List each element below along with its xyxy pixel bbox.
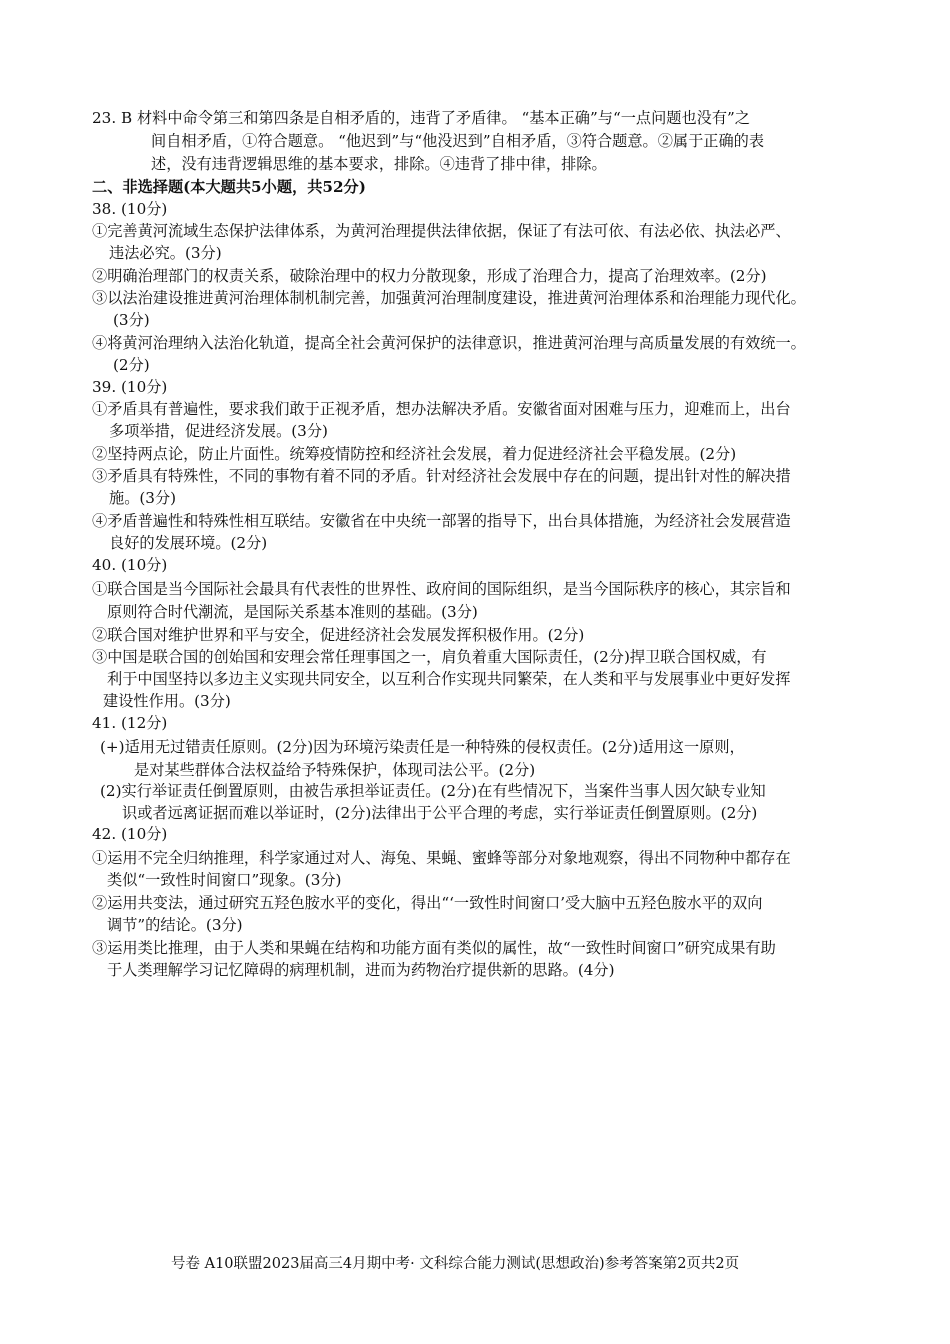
q39-line-4: ③矛盾具有特殊性，不同的事物有着不同的矛盾。针对经济社会发展中存在的问题，提出针对性的解决措 [92, 467, 791, 485]
q40-line-5: 利于中国坚持以多边主义实现共同安全，以互利合作实现共同繁荣，在人类和平与发展事业中更好发挥 [107, 670, 791, 688]
q38-line-1: ①完善黄河流域生态保护法律体系，为黄河治理提供法律依据，保证了有法可依、有法必依、执法必严、 [92, 222, 791, 240]
q38-line-7: (2分) [113, 356, 150, 374]
q41-header: 41. (12分) [92, 714, 168, 732]
section-2-title: 二、非选择题(本大题共5小题，共52分) [92, 178, 366, 196]
q38-line-5: (3分) [113, 311, 150, 329]
q42-header: 42. (10分) [92, 825, 168, 843]
q23-line-1: 23. B 材料中命令第三和第四条是自相矛盾的，违背了矛盾律。 “基本正确”与“一点问题也没有”之 [92, 109, 750, 127]
q42-line-3: ②运用共变法，通过研究五羟色胺水平的变化，得出“‘一致性时间窗口’受大脑中五羟色胺水平的双向 [92, 894, 763, 912]
q23-line-2: 间自相矛盾，①符合题意。 “他迟到”与“他没迟到”自相矛盾，③符合题意。②属于正确的表 [151, 132, 765, 150]
q40-line-1: ①联合国是当今国际社会最具有代表性的世界性、政府间的国际组织，是当今国际秩序的核心，其宗旨和 [92, 580, 791, 598]
q42-line-6: 于人类理解学习记忆障碍的病理机制，进而为药物治疗提供新的思路。(4分) [107, 961, 615, 979]
q41-line-4: 识或者远离证据而难以举证时，(2分)法律出于公平合理的考虑，实行举证责任倒置原则。(2分) [122, 804, 758, 822]
q42-line-5: ③运用类比推理，由于人类和果蝇在结构和功能方面有类似的属性，故“一致性时间窗口”研究成果有助 [92, 939, 776, 957]
page-footer: 号卷 A10联盟2023届高三4月期中考· 文科综合能力测试(思想政治)参考答案第2页共2页 [171, 1256, 740, 1272]
q42-line-2: 类似“一致性时间窗口”现象。(3分) [107, 871, 342, 889]
q38-header: 38. (10分) [92, 200, 168, 218]
q40-line-6: 建设性作用。(3分) [103, 692, 231, 710]
q38-line-4: ③以法治建设推进黄河治理体制机制完善，加强黄河治理制度建设，推进黄河治理体系和治理能力现代化。 [92, 289, 806, 307]
q39-line-3: ②坚持两点论，防止片面性。统筹疫情防控和经济社会发展，着力促进经济社会平稳发展。(2分) [92, 445, 737, 463]
q40-line-4: ③中国是联合国的创始国和安理会常任理事国之一，肩负着重大国际责任，(2分)捍卫联合国权威，有 [92, 648, 767, 666]
q38-line-2: 违法必究。(3分) [109, 244, 222, 262]
q39-line-2: 多项举措，促进经济发展。(3分) [109, 422, 328, 440]
q38-line-3: ②明确治理部门的权责关系，破除治理中的权力分散现象，形成了治理合力，提高了治理效率。(2分) [92, 267, 767, 285]
q40-line-2: 原则符合时代潮流，是国际关系基本准则的基础。(3分) [107, 603, 478, 621]
q39-line-5: 施。(3分) [109, 489, 177, 507]
q42-line-4: 调节”的结论。(3分) [107, 916, 243, 934]
q41-line-1: (+)适用无过错责任原则。(2分)因为环境污染责任是一种特殊的侵权责任。(2分)适用这一原则， [100, 738, 745, 756]
q39-line-6: ④矛盾普遍性和特殊性相互联结。安徽省在中央统一部署的指导下，出台具体措施，为经济社会发展营造 [92, 512, 791, 530]
q23-line-3: 述，没有违背逻辑思维的基本要求，排除。④违背了排中律，排除。 [151, 155, 607, 173]
q39-line-1: ①矛盾具有普遍性，要求我们敢于正视矛盾，想办法解决矛盾。安徽省面对困难与压力，迎难而上，出台 [92, 400, 791, 418]
q39-line-7: 良好的发展环境。(2分) [109, 534, 268, 552]
q39-header: 39. (10分) [92, 378, 168, 396]
q38-line-6: ④将黄河治理纳入法治化轨道，提高全社会黄河保护的法律意识，推进黄河治理与高质量发展的有效统一。 [92, 334, 806, 352]
q40-line-3: ②联合国对维护世界和平与安全，促进经济社会发展发挥积极作用。(2分) [92, 626, 585, 644]
q40-header: 40. (10分) [92, 556, 168, 574]
q41-line-3: (2)实行举证责任倒置原则，由被告承担举证责任。(2分)在有些情况下，当案件当事人因欠缺专业知 [100, 782, 766, 800]
q41-line-2: 是对某些群体合法权益给予特殊保护，体现司法公平。(2分) [134, 761, 536, 779]
q42-line-1: ①运用不完全归纳推理，科学家通过对人、海兔、果蝇、蜜蜂等部分对象地观察，得出不同物种中都存在 [92, 849, 791, 867]
